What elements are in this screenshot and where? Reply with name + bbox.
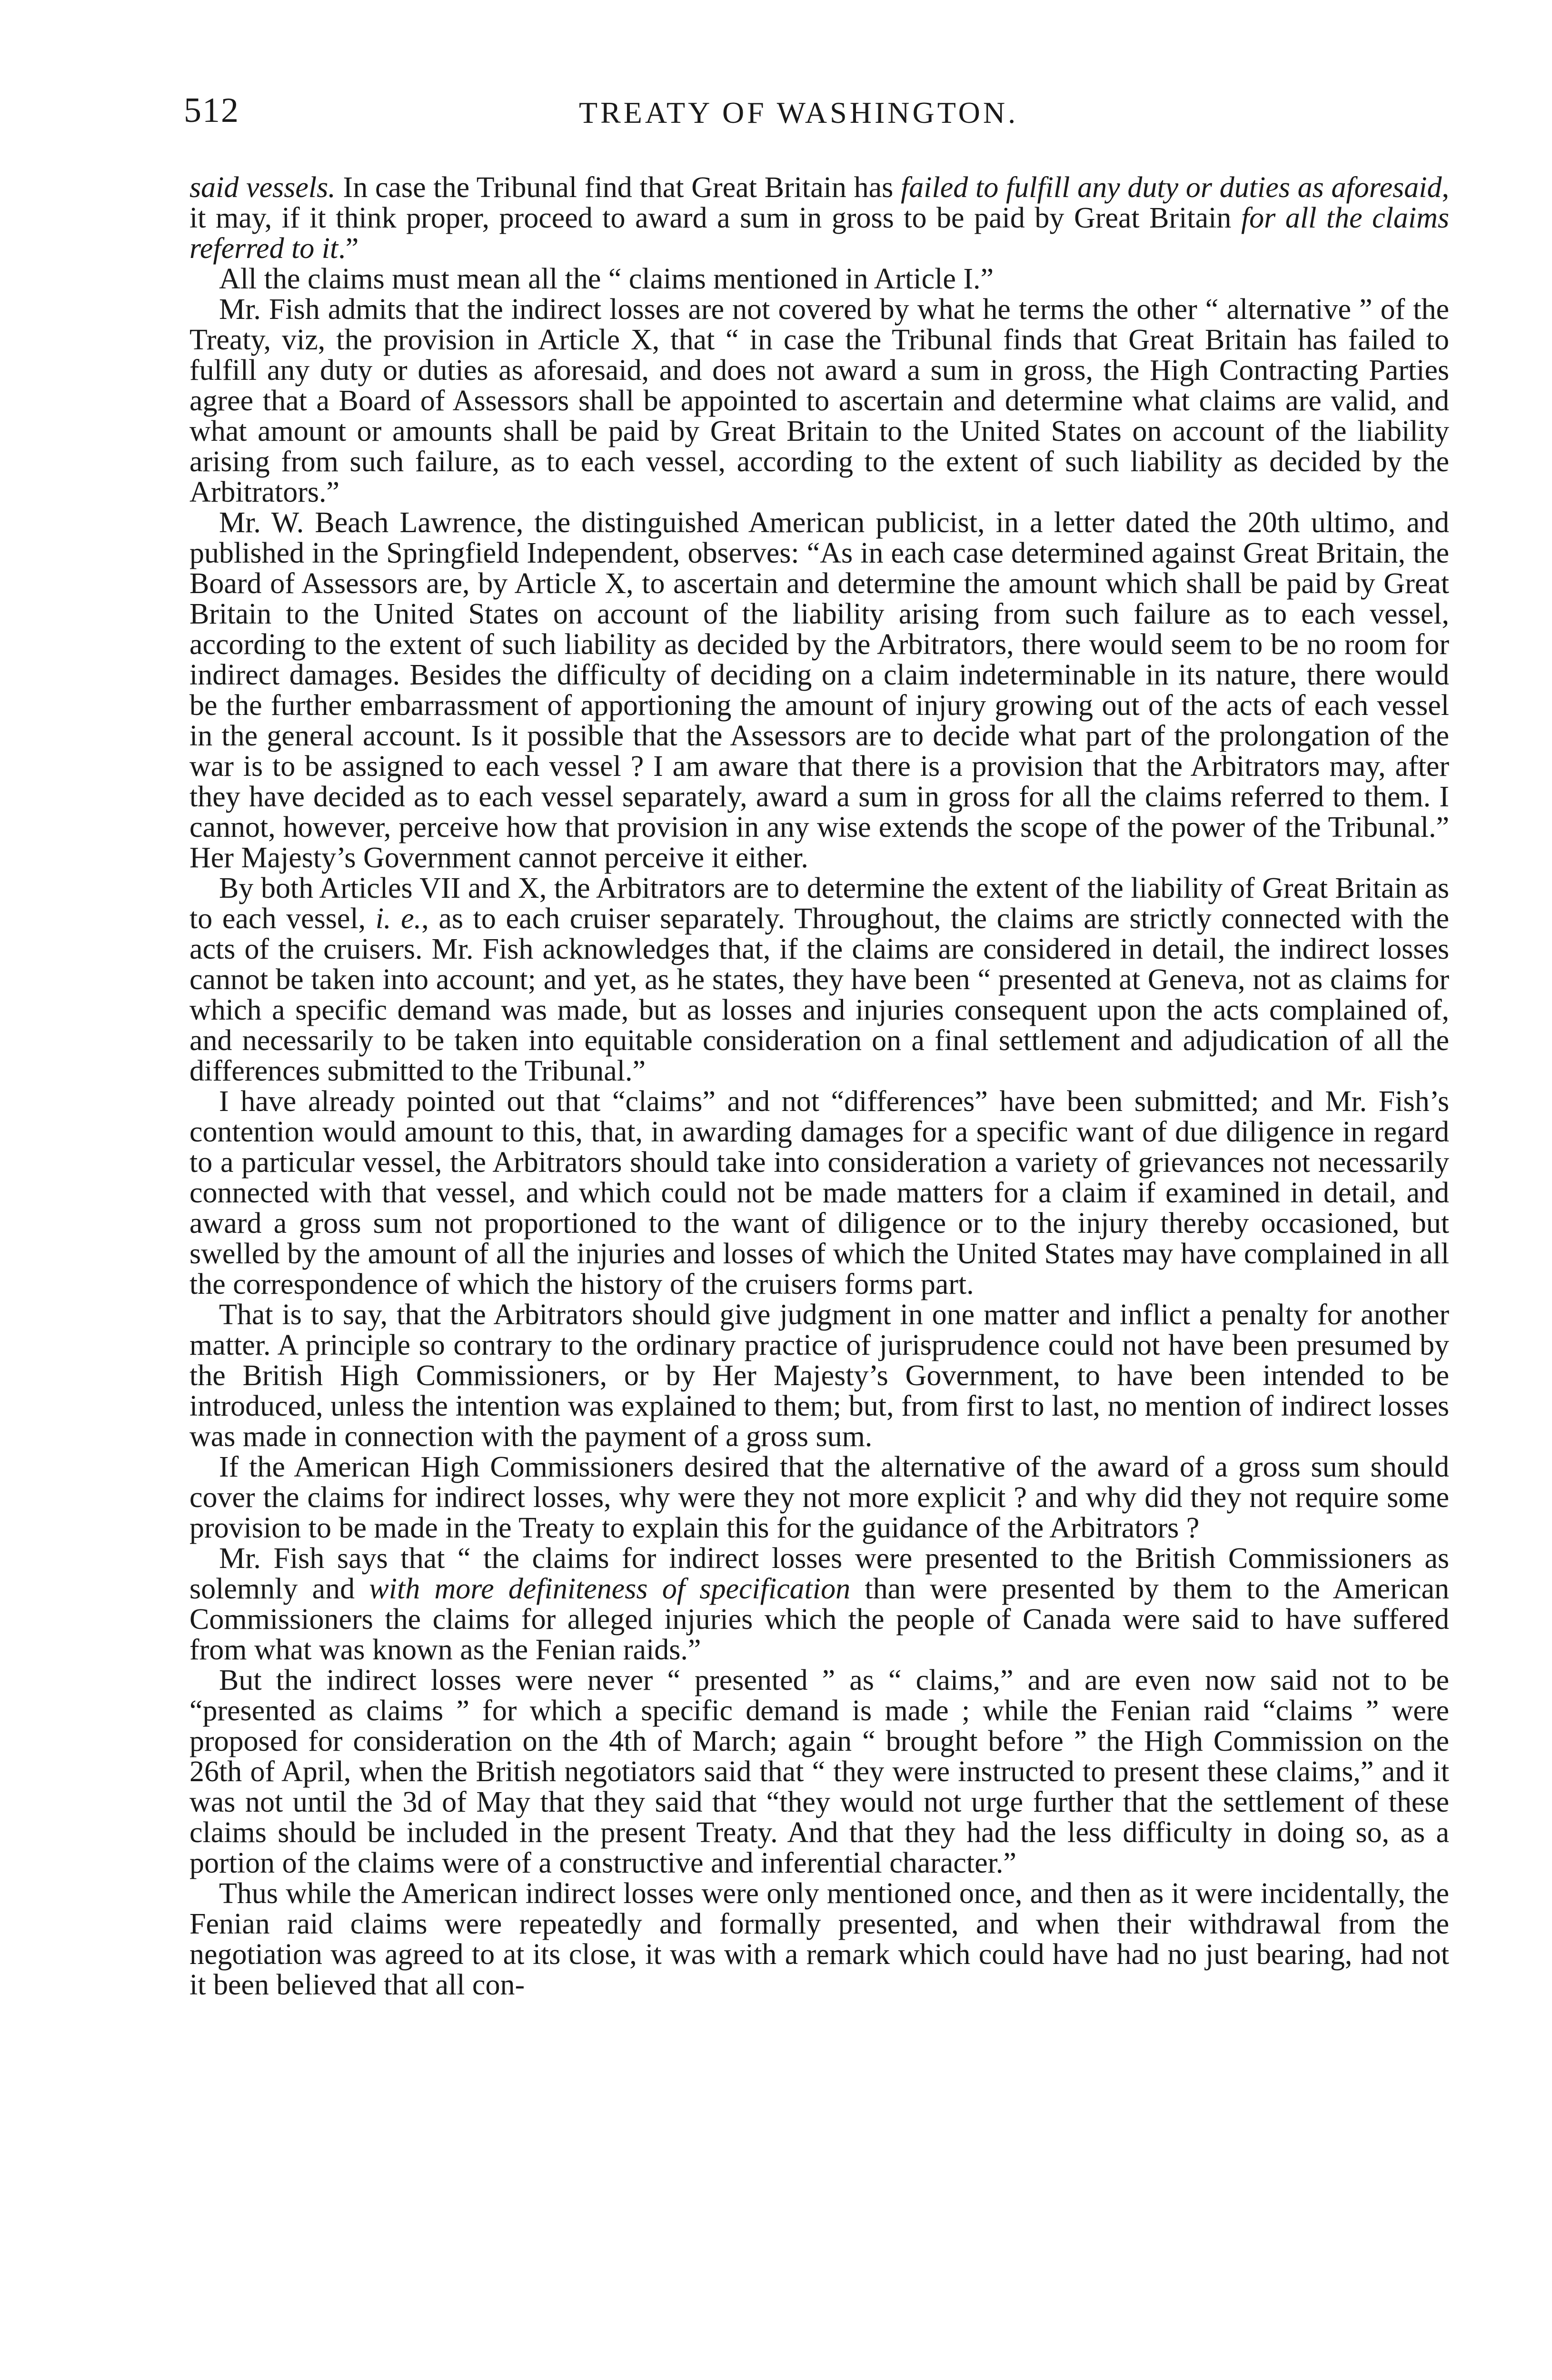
paragraph xyxy=(189,264,1449,294)
text-run: .” xyxy=(338,232,359,265)
italic-text: i. e. xyxy=(375,902,422,935)
paragraph xyxy=(189,1452,1449,1543)
text-run: Thus while the American indirect losses were only mentioned once, and then as it were incidentally, the Fenian raid claims were repeatedly and formally presented, and when their withdrawal from the negotiation was agreed to at its close, it was with a remark which could have had no just bearing, had not it been believed that all con- xyxy=(189,1877,1449,2001)
paragraph xyxy=(189,294,1449,507)
italic-text: said vessels. xyxy=(189,171,336,204)
paragraph xyxy=(189,172,1449,264)
body-text xyxy=(189,172,1449,2000)
page-number: 512 xyxy=(184,91,239,130)
text-run: By both Articles VII and X, the Arbitrators are to determine the extent of the liability of Great Britain as to each vessel, xyxy=(189,872,1449,935)
text-run: I have already pointed out that “claims” and not “differences” have been submitted; and Mr. Fish’s contention would amount to this, that, in awarding damages for a specific want of due diligence in regard to a particular vessel, the Arbitrators should take into consideration a variety of grievances not necessarily connected with that vessel, and which could not be made matters for a claim if examined in detail, and award a gross sum not proportioned to the want of diligence or to the injury thereby occasioned, but swelled by the amount of all the injuries and losses of which the United States may have complained in all the correspondence of which the history of the cruisers forms part. xyxy=(189,1085,1449,1300)
italic-text: for all the claims referred to it xyxy=(189,202,1450,265)
text-run: In case the Tribunal find that Great Britain has xyxy=(335,171,901,204)
paragraph xyxy=(189,1299,1449,1452)
paragraph xyxy=(189,1878,1449,2000)
text-run: But the indirect losses were never “ presented ” as “ claims,” and are even now said not to be “presented as claims ” for which a specific demand is made ; while the Fenian raid “claims ” were proposed for consideration on the 4th of March; again “ brought before ” the High Commission on the 26th of April, when the British negotiators said that “ they were instructed to present these claims,” and it was not until the 3d of May that they said that “they would not urge further that the settlement of these claims should be included in the present Treaty. And that they had the less difficulty in doing so, as a portion of the claims were of a constructive and inferential character.” xyxy=(189,1664,1449,1879)
paragraph xyxy=(189,1543,1449,1665)
paragraph xyxy=(189,1665,1449,1878)
text-run: Mr. Fish admits that the indirect losses are not covered by what he terms the other “ alternative ” of the Treaty, viz, the provision in Article X, that “ in case the Tribunal finds that Great Britain has failed to fulfill any duty or duties as aforesaid, and does not award a sum in gross, the High Contracting Parties agree that a Board of Assessors shall be appointed to ascertain and determine what claims are valid, and what amount or amounts shall be paid by Great Britain to the United States on account of the liability arising from such failure, as to each vessel, according to the extent of such liability as decided by the Arbitrators.” xyxy=(189,293,1449,508)
text-run: All the claims must mean all the “ claims mentioned in Article I.” xyxy=(219,263,994,295)
paragraph xyxy=(189,507,1449,873)
running-header xyxy=(184,90,1469,138)
paragraph xyxy=(189,1086,1449,1299)
text-run: , as to each cruiser separately. Throughout, the claims are strictly connected with the acts of the cruisers. Mr. Fish acknowledges that, if the claims are considered in detail, the indirect losses cannot be taken into account; and yet, as he states, they have been “ presented at Geneva, not as claims for which a specific demand was made, but as losses and injuries consequent upon the acts complained of, and necessarily to be taken into equitable consideration on a final settlement and adjudication of all the differences submitted to the Tribunal.” xyxy=(189,902,1449,1087)
paragraph xyxy=(189,873,1449,1086)
italic-text: failed to fulfill any duty or duties as aforesaid xyxy=(901,171,1442,204)
text-run: Mr. Fish says that “ the claims for indirect losses were presented to the British Commissioners as solemnly and xyxy=(189,1542,1449,1605)
italic-text: with more definiteness of specification xyxy=(369,1573,851,1605)
text-run: , it may, if it think proper, proceed to award a sum in gross to be paid by Great Britain xyxy=(189,171,1449,234)
text-run: That is to say, that the Arbitrators should give judgment in one matter and inflict a penalty for another matter. A principle so contrary to the ordinary practice of jurisprudence could not have been presumed by the British High Commissioners, or by Her Majesty’s Government, to have been intended to be introduced, unless the intention was explained to them; but, from first to last, no mention of indirect losses was made in connection with the payment of a gross sum. xyxy=(189,1299,1449,1453)
text-run: If the American High Commissioners desired that the alternative of the award of a gross sum should cover the claims for indirect losses, why were they not more explicit ? and why did they not require some provision to be made in the Treaty to explain this for the guidance of the Arbitrators ? xyxy=(189,1451,1449,1544)
text-run: than were presented by them to the American Commissioners the claims for alleged injuries which the people of Canada were said to have suffered from what was known as the Fenian raids.” xyxy=(189,1573,1449,1666)
text-run: Mr. W. Beach Lawrence, the distinguished American publicist, in a letter dated the 20th ultimo, and published in the Springfield Independent, observes: “As in each case determined against Great Britain, the Board of Assessors are, by Article X, to ascertain and determine the amount which shall be paid by Great Britain to the United States on account of the liability arising from such failure as to each vessel, according to the extent of such liability as decided by the Arbitrators, there would seem to be no room for indirect damages. Besides the difficulty of deciding on a claim indeterminable in its nature, there would be the further embarrassment of apportioning the amount of injury growing out of the acts of each vessel in the general account. Is it possible that the Assessors are to decide what part of the prolongation of the war is to be assigned to each vessel ? I am aware that there is a provision that the Arbitrators may, after they have decided as to each vessel separately, award a sum in gross for all the claims referred to them. I cannot, however, perceive how that provision in any wise extends the scope of the power of the Tribunal.” Her Majesty’s Government cannot perceive it either. xyxy=(189,506,1449,874)
running-title: TREATY OF WASHINGTON. xyxy=(579,96,1019,129)
